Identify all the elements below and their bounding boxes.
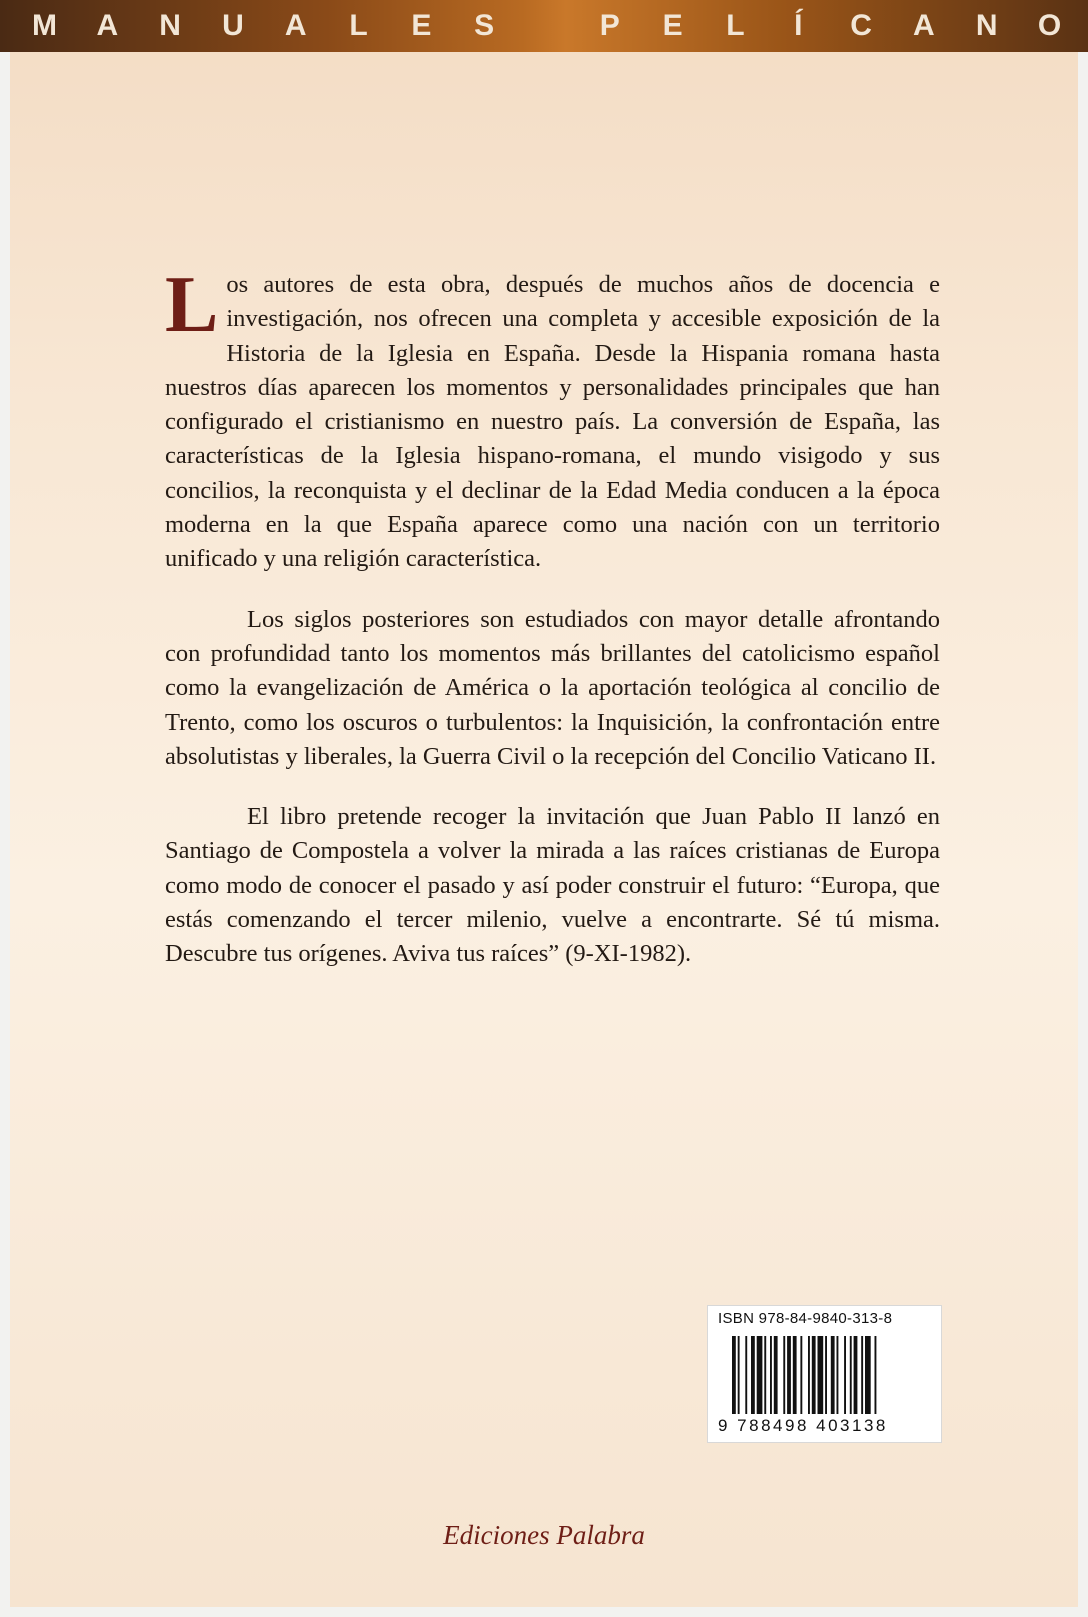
barcode-digits: 9 788498 403138 bbox=[718, 1416, 888, 1435]
drop-cap: L bbox=[165, 261, 219, 349]
barcode-bar bbox=[745, 1336, 747, 1414]
isbn-barcode bbox=[707, 1305, 942, 1443]
barcode-bar bbox=[865, 1336, 871, 1414]
barcode-bar bbox=[800, 1336, 802, 1414]
paragraph-1-text: os autores de esta obra, después de muchos años de docencia e investigación, nos ofrecen una completa y accesible exposición de la Historia de la Iglesia en España. Desde la Hispania romana hasta nuestros días aparecen los momentos y personalidades principales que han configurado el cristianismo en nuestro país. La conversión de España, las características de la Iglesia hispano-romana, el mundo visigodo y sus concilios, la reconquista y el declinar de la Edad Media conducen a la época moderna en la que España aparece como una nación con un territorio unificado y una religión característica. bbox=[165, 271, 940, 573]
series-letter: Í bbox=[794, 9, 803, 42]
series-letter: P bbox=[599, 9, 620, 42]
barcode-bar bbox=[875, 1336, 877, 1414]
blurb-paragraph-1 bbox=[165, 261, 940, 577]
series-letter: N bbox=[159, 9, 181, 42]
barcode-bar bbox=[751, 1336, 755, 1414]
series-letter: L bbox=[349, 9, 368, 42]
series-letter: E bbox=[411, 9, 432, 42]
series-letter: A bbox=[96, 9, 119, 42]
blurb-paragraph-2: Los siglos posteriores son estudiados con mayor detalle afrontando con profundidad tanto los momentos más brillantes del catolicismo español como la evangelización de América o la aportación teológica al concilio de Trento, como los oscuros o turbulentos: la Inquisición, la confrontación entre absolutistas y liberales, la Guerra Civil o la recepción del Concilio Vaticano II. bbox=[165, 605, 940, 770]
series-letter: E bbox=[662, 9, 683, 42]
isbn-label: ISBN 978-84-9840-313-8 bbox=[718, 1310, 893, 1327]
blurb-text bbox=[165, 261, 940, 998]
series-letter: U bbox=[222, 9, 244, 42]
barcode-bar bbox=[732, 1336, 736, 1414]
publisher-name: Ediciones Palabra bbox=[443, 1520, 645, 1550]
barcode-bar bbox=[793, 1336, 797, 1414]
barcode-bar bbox=[808, 1336, 810, 1414]
barcode-bar bbox=[770, 1336, 772, 1414]
barcode-bars bbox=[732, 1336, 922, 1416]
barcode-bar bbox=[837, 1336, 839, 1414]
barcode-bar bbox=[844, 1336, 846, 1414]
barcode-bar bbox=[825, 1336, 827, 1414]
series-title bbox=[22, 9, 1072, 43]
barcode-bar bbox=[774, 1336, 778, 1414]
series-letter: L bbox=[726, 9, 745, 42]
barcode-bar bbox=[850, 1336, 852, 1414]
barcode-bar bbox=[764, 1336, 766, 1414]
barcode-bar bbox=[757, 1336, 763, 1414]
blurb-paragraph-3: El libro pretende recoger la invitación que Juan Pablo II lanzó en Santiago de Compostela a volver la mirada a las raíces cristianas de Europa como modo de conocer el pasado y así poder construir el futuro: “Europa, que estás comenzando el tercer milenio, vuelve a encontrarte. Sé tú misma. Descubre tus orígenes. Aviva tus raíces” (9-XI-1982). bbox=[165, 803, 940, 968]
barcode-bar bbox=[854, 1336, 858, 1414]
barcode-bar bbox=[787, 1336, 791, 1414]
series-letter: N bbox=[975, 9, 998, 42]
series-letter: C bbox=[850, 9, 872, 42]
barcode-bar bbox=[783, 1336, 785, 1414]
barcode-bar bbox=[812, 1336, 816, 1414]
series-letter: A bbox=[284, 9, 307, 42]
series-band bbox=[0, 0, 1088, 52]
barcode-bar bbox=[861, 1336, 863, 1414]
series-letter: O bbox=[1037, 9, 1062, 42]
barcode-bar bbox=[818, 1336, 824, 1414]
barcode-bar bbox=[831, 1336, 835, 1414]
series-letter: M bbox=[32, 9, 57, 42]
series-letter: S bbox=[474, 9, 495, 42]
series-letter: A bbox=[913, 9, 935, 42]
barcode-bar bbox=[738, 1336, 740, 1414]
